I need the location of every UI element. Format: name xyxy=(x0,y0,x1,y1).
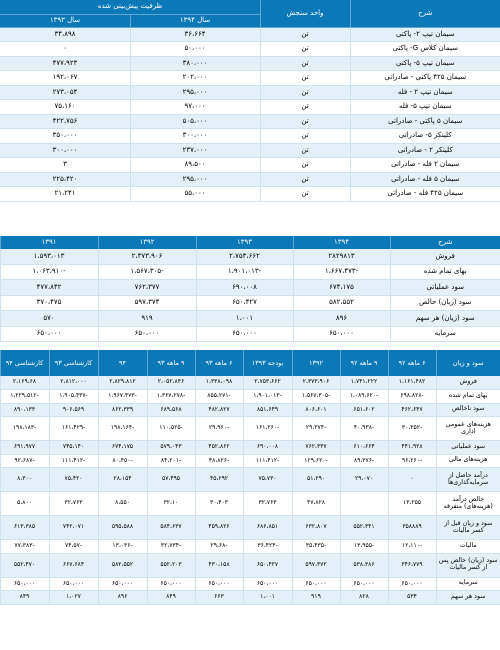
profit-loss-row xyxy=(0,390,500,404)
financial-summary-value: ۹۱۹ xyxy=(98,311,196,327)
profit-loss-value: ۱،۱۶۱،۴۸۲ xyxy=(388,376,436,390)
financial-summary-header: ۱۳۹۱ xyxy=(0,236,98,249)
profit-loss-value: ۶۵۰،۰۰۰ xyxy=(98,577,147,591)
profit-loss-value: ۶۵۰،۰۰۰ xyxy=(292,577,340,591)
capacity-1393: ۴۷۷،۹۲۴ xyxy=(0,56,130,71)
profit-loss-header: ۱۳۹۲ xyxy=(292,350,340,376)
profit-loss-value: -۴۸،۸۲۶ xyxy=(195,454,243,468)
profit-loss-value: ۷۵،۴۲۰ xyxy=(49,468,98,492)
profit-loss-value: ۱،۰۲۷ xyxy=(49,591,98,605)
profit-loss-value: -۱،۹۰۱،۰۱۳ xyxy=(243,390,292,404)
financial-summary-header: شرح xyxy=(390,236,500,249)
capacity-unit: تن xyxy=(260,187,350,202)
capacity-1394: ۲۹۵،۰۰۰ xyxy=(130,172,260,187)
profit-loss-value: ۴۸۲،۸۲۷ xyxy=(195,403,243,417)
profit-loss-value: -۶۹۸،۸۲۸ xyxy=(388,390,436,404)
financial-summary-value: -۱،۶۶۷،۴۷۳ xyxy=(293,264,390,280)
capacity-description: سیمان تیپ ۲ - فله xyxy=(350,85,500,100)
financial-summary-value: ۳۷۰،۴۷۵ xyxy=(0,295,98,311)
financial-summary-grid xyxy=(0,236,500,342)
profit-loss-value: ۰ xyxy=(388,468,436,492)
profit-loss-row xyxy=(0,376,500,390)
profit-loss-row xyxy=(0,468,500,492)
financial-summary-value: ۲،۳۷۳،۹۰۶ xyxy=(98,249,196,264)
profit-loss-row xyxy=(0,492,500,516)
profit-loss-value: ۵،۸۰۰ xyxy=(0,492,49,516)
profit-loss-header: سود و زیان xyxy=(436,350,500,376)
capacity-1394: ۵۰۵،۰۰۰ xyxy=(130,114,260,129)
profit-loss-value: ۶۸۹،۵۶۸ xyxy=(147,403,195,417)
profit-loss-row xyxy=(0,441,500,455)
profit-loss-value: ۸۲۸ xyxy=(340,591,388,605)
capacity-description: سیمان ۲ فله - صادراتی xyxy=(350,158,500,173)
capacity-description: کلینکر ۲ - صادراتی xyxy=(350,143,500,158)
profit-loss-value: ۵۱،۲۹۰ xyxy=(292,468,340,492)
profit-loss-value: ۵۵۲،۴۷۰ xyxy=(0,553,49,577)
capacity-row xyxy=(0,27,500,42)
profit-loss-row xyxy=(0,591,500,605)
capacity-description: سیمان تیپ ۵- پاکتی xyxy=(350,56,500,71)
profit-loss-value: -۲۹،۹۶۰ xyxy=(195,417,243,441)
financial-summary-row xyxy=(0,311,500,327)
profit-loss-value: -۹۲،۶۸۷ xyxy=(0,454,49,468)
capacity-unit: تن xyxy=(260,71,350,86)
financial-summary-label: سود (زیان) خالص xyxy=(390,295,500,311)
capacity-description: سیمان تیپ ۵- فله xyxy=(350,100,500,115)
capacity-table-body xyxy=(0,27,500,201)
profit-loss-value: -۳۶،۴۲۴ xyxy=(243,540,292,554)
profit-loss-value: -۳۵،۴۳۵ xyxy=(292,540,340,554)
profit-loss-value: -۱۹۸،۱۸۳ xyxy=(0,417,49,441)
capacity-row xyxy=(0,71,500,86)
profit-loss-value: -۱۳،۰۳۶ xyxy=(98,540,147,554)
profit-loss-value: -۳۰،۳۵۲ xyxy=(388,417,436,441)
capacity-row xyxy=(0,42,500,57)
header-year-1393: سال ۱۳۹۳ xyxy=(0,14,130,27)
capacity-unit: تن xyxy=(260,100,350,115)
profit-loss-value: -۱،۲۲۹،۵۱۲ xyxy=(0,390,49,404)
capacity-description: سیمان ۵ پاکتی - صادراتی xyxy=(350,114,500,129)
profit-loss-value: ۸۹۰،۱۳۳ xyxy=(0,403,49,417)
financial-summary-value: ۶۵۰،۰۰۰ xyxy=(0,326,98,342)
profit-loss-value: ۲،۱۶۹،۶۸ xyxy=(0,376,49,390)
profit-loss-value: ۴۴۱،۹۲۸ xyxy=(388,441,436,455)
profit-loss-row xyxy=(0,516,500,540)
profit-loss-value: ۶۵۰،۰۰۰ xyxy=(243,577,292,591)
profit-loss-value: ۹۱۹ xyxy=(292,591,340,605)
capacity-1393: ۳۵۰،۰۰۰ xyxy=(0,129,130,144)
profit-loss-value: -۱۶۱،۲۶۰ xyxy=(243,417,292,441)
capacity-unit: تن xyxy=(260,27,350,42)
profit-loss-value: ۴۷،۸۲۸ xyxy=(292,492,340,516)
profit-loss-value: -۱،۵۶۷،۳۰۵ xyxy=(292,390,340,404)
capacity-1394: ۲۰۲،۰۰۰ xyxy=(130,71,260,86)
profit-loss-row xyxy=(0,553,500,577)
capacity-description: سیمان ۴۲۵ فله - صادراتی xyxy=(350,187,500,202)
profit-loss-value: -۱۱۰،۵۲۵ xyxy=(147,417,195,441)
profit-loss-value: -۷۴،۵۷ xyxy=(49,540,98,554)
capacity-1394: ۹۷،۰۰۰ xyxy=(130,100,260,115)
capacity-description: کلینکر ۵- صادراتی xyxy=(350,129,500,144)
profit-loss-value: -۱،۹۶۷،۴۷۳ xyxy=(98,390,147,404)
profit-loss-header: ۶ ماهه ۹۲ xyxy=(388,350,436,376)
profit-loss-label: سود و زیان قبل از کسر مالیات xyxy=(436,516,500,540)
financial-summary-value: ۶۹۰،۰۰۸ xyxy=(196,280,293,296)
capacity-row xyxy=(0,172,500,187)
profit-loss-value: ۴۶۲،۶۴۷ xyxy=(388,403,436,417)
capacity-1393: ۳۰۰،۰۰۰ xyxy=(0,143,130,158)
profit-loss-value: ۳۲،۷۶۳ xyxy=(243,492,292,516)
profit-loss-value: ۶۵۰،۰۰۰ xyxy=(340,577,388,591)
profit-loss-value: ۷۴۵،۱۴۰ xyxy=(49,441,98,455)
capacity-table xyxy=(0,0,500,228)
financial-summary-value: ۱،۵۹۳،۰۱۳ xyxy=(0,249,98,264)
profit-loss-header: ۶ ماهه ۹۳ xyxy=(195,350,243,376)
profit-loss-value: ۸۴۹ xyxy=(0,591,49,605)
profit-loss-value: ۶۵۰،۴۲۷ xyxy=(243,553,292,577)
profit-loss-value: -۱۹۸،۱۶۴ xyxy=(98,417,147,441)
profit-loss-value: ۶۶۷،۶۸۴ xyxy=(49,553,98,577)
financial-summary-value: ۱،۰۰۱ xyxy=(196,311,293,327)
profit-loss-value: ۵۸۲،۵۵۲ xyxy=(98,553,147,577)
profit-loss-value: ۷۴۲،۰۷۱ xyxy=(49,516,98,540)
profit-loss-row xyxy=(0,454,500,468)
financial-summary-value: ۲،۷۵۳،۶۶۲ xyxy=(196,249,293,264)
profit-loss-value: -۱۶۱،۴۲۹ xyxy=(49,417,98,441)
financial-summary-body xyxy=(0,249,500,342)
capacity-1393: ۳ xyxy=(0,158,130,173)
profit-loss-value: -۳۲،۷۳۴ xyxy=(147,540,195,554)
capacity-1394: ۵۵،۰۰۰ xyxy=(130,187,260,202)
profit-loss-value: ۶۵۰،۰۰۰ xyxy=(0,577,49,591)
capacity-row xyxy=(0,100,500,115)
financial-summary-label: سرمایه xyxy=(390,326,500,342)
profit-loss-header: ۹ ماهه ۹۳ xyxy=(147,350,195,376)
financial-summary-header: ۱۳۹۴ xyxy=(293,236,390,249)
profit-loss-value: ۶۱۰،۶۶۴ xyxy=(340,441,388,455)
capacity-row xyxy=(0,114,500,129)
capacity-1393: ۱۹۲،۰۶۷ xyxy=(0,71,130,86)
profit-loss-value: ۸۵۱،۶۴۹ xyxy=(243,403,292,417)
profit-loss-value: ۵۹۷،۳۷۲ xyxy=(292,553,340,577)
capacity-1394: ۳۶،۶۶۴ xyxy=(130,27,260,42)
profit-loss-value: ۲،۸۲۹،۸۱۲ xyxy=(98,376,147,390)
profit-loss-label: بهای تمام شده xyxy=(436,390,500,404)
capacity-1394: ۳۸۰،۰۰۰ xyxy=(130,56,260,71)
profit-loss-value: ۴۵،۲۹۲ xyxy=(195,468,243,492)
financial-summary-label: بهای تمام شده xyxy=(390,264,500,280)
capacity-1394: ۳۰۰،۰۰۰ xyxy=(130,129,260,144)
header-unit: واحد سنجش xyxy=(260,0,350,27)
profit-loss-value: ۳۴۶،۷۷۹ xyxy=(388,553,436,577)
profit-loss-label: فروش xyxy=(436,376,500,390)
profit-loss-value: ۸۶۲،۳۳۹ xyxy=(98,403,147,417)
profit-loss-value: ۸۹۶ xyxy=(98,591,147,605)
profit-loss-value: -۱۱۱،۴۱۲ xyxy=(49,454,98,468)
profit-loss-label: هزینه‌های عمومی اداری xyxy=(436,417,500,441)
capacity-1393: ۷۵،۱۶۰ xyxy=(0,100,130,115)
profit-loss-value: ۸۴۹ xyxy=(147,591,195,605)
profit-loss-value: ۵۷،۴۹۵ xyxy=(147,468,195,492)
profit-loss-value: ۶۵۰،۰۰۰ xyxy=(49,577,98,591)
capacity-description: سیمان تیپ ۲- پاکتی xyxy=(350,27,500,42)
profit-loss-value: ۳۲،۱۰ xyxy=(147,492,195,516)
profit-loss-value: ۸۰۶،۶۰۱ xyxy=(292,403,340,417)
profit-loss-value: ۶۵۰،۰۰۰ xyxy=(195,577,243,591)
profit-loss-value: ۷۵،۷۳۰ xyxy=(243,468,292,492)
profit-loss-label: سود هر سهم xyxy=(436,591,500,605)
financial-summary-value: ۸۹۶ xyxy=(293,311,390,327)
capacity-description: سیمان ۵ فله - صادراتی xyxy=(350,172,500,187)
profit-loss-value: ۱،۳۳۸،۰۹۸ xyxy=(195,376,243,390)
profit-loss-value: ۶۳۲،۸۰۷ xyxy=(292,516,340,540)
financial-summary-label: فروش xyxy=(390,249,500,264)
financial-summary-value: -۱،۹۰۱،۰۱۳ xyxy=(196,264,293,280)
financial-summary-value: ۶۵۰،۴۲۷ xyxy=(196,295,293,311)
financial-summary-label: سود (زیان) هر سهم xyxy=(390,311,500,327)
profit-loss-value: ۴۵۹،۸۲۶ xyxy=(195,516,243,540)
financial-summary-label: سود عملیاتی xyxy=(390,280,500,296)
profit-loss-value: -۸۴،۲۰۱ xyxy=(147,454,195,468)
financial-summary-value: ۲۸۲۹۸۱۳ xyxy=(293,249,390,264)
profit-loss-value: -۱۲،۱۱۰ xyxy=(388,540,436,554)
profit-loss-row xyxy=(0,417,500,441)
financial-summary-row xyxy=(0,280,500,296)
profit-loss-value: ۵۸۴،۶۳۷ xyxy=(147,516,195,540)
profit-loss-value xyxy=(340,492,388,516)
financial-summary-value: -۱،۵۶۷،۳۰۵ xyxy=(98,264,196,280)
capacity-1394: ۸۹،۵۰۰ xyxy=(130,158,260,173)
profit-loss-value: -۸۰،۴۵۰ xyxy=(98,454,147,468)
financial-summary-value: ۵۸۲،۵۵۲ xyxy=(293,295,390,311)
capacity-1393: ۰ xyxy=(0,42,130,57)
capacity-row xyxy=(0,56,500,71)
capacity-1393: ۲۷۳،۰۵۴ xyxy=(0,85,130,100)
profit-loss-value: -۱۱۱،۴۱۲ xyxy=(243,454,292,468)
capacity-row xyxy=(0,158,500,173)
profit-loss-value: ۶۱۳،۳۸۵ xyxy=(0,516,49,540)
profit-loss-value: ۸،۵۵۰ xyxy=(98,492,147,516)
profit-loss-header: کارشناسی ۹۴ xyxy=(0,350,49,376)
profit-loss-value: ۲،۰۵۲،۸۴۶ xyxy=(147,376,195,390)
profit-loss-value: -۲۹،۳۷۴ xyxy=(292,417,340,441)
profit-loss-header: ۹۴ xyxy=(98,350,147,376)
profit-loss-value: -۸۹،۳۷۶ xyxy=(340,454,388,468)
profit-loss-value: ۶۹۰،۰۰۸ xyxy=(243,441,292,455)
profit-loss-label: درآمد حاصل از سرمایه‌گذاری‌ها xyxy=(436,468,500,492)
header-year-1394: سال ۱۳۹۴ xyxy=(130,14,260,27)
profit-loss-value: ۲،۳۷۳،۹۰۶ xyxy=(292,376,340,390)
profit-loss-label: خالص درآمد (هزینه‌های) متفرقه xyxy=(436,492,500,516)
profit-loss-value: ۶۵۱،۶۰۲ xyxy=(340,403,388,417)
profit-loss-grid xyxy=(0,350,500,605)
profit-loss-value: ۶۷۴،۱۷۵ xyxy=(98,441,147,455)
profit-loss-value: ۳۵۸۸۸۹ xyxy=(388,516,436,540)
profit-loss-table xyxy=(0,350,500,650)
profit-loss-header: کارشناسی ۹۳ xyxy=(49,350,98,376)
profit-loss-value: -۱،۰۸۹،۶۲۰ xyxy=(340,390,388,404)
capacity-row xyxy=(0,129,500,144)
profit-loss-value: ۴۵۲،۸۶۲ xyxy=(195,441,243,455)
profit-loss-value: -۴۰،۹۳۸ xyxy=(340,417,388,441)
financial-summary-value: -۱،۰۶۳،۹۱۰ xyxy=(0,264,98,280)
financial-summary-value: ۶۵۰،۰۰۰ xyxy=(293,326,390,342)
profit-loss-row xyxy=(0,577,500,591)
financial-summary-value: ۵۹۷،۳۷۴ xyxy=(98,295,196,311)
profit-loss-header: ۹ ماهه ۹۲ xyxy=(340,350,388,376)
profit-loss-value: ۶۸۶،۸۵۱ xyxy=(243,516,292,540)
capacity-unit: تن xyxy=(260,143,350,158)
profit-loss-value: ۹۰۶،۵۶۹ xyxy=(49,403,98,417)
profit-loss-value: ۶۹۱،۹۷۷ xyxy=(0,441,49,455)
financial-summary-header: ۱۳۹۳ xyxy=(196,236,293,249)
profit-loss-header: بودجه ۱۳۹۳ xyxy=(243,350,292,376)
header-capacity: ظرفیت پیش‌بینی شده xyxy=(0,0,260,14)
profit-loss-value: ۸،۳۰۰ xyxy=(0,468,49,492)
financial-summary-header: ۱۳۹۲ xyxy=(98,236,196,249)
profit-loss-label: سود ناخالص xyxy=(436,403,500,417)
profit-loss-label: مالیات xyxy=(436,540,500,554)
capacity-unit: تن xyxy=(260,129,350,144)
profit-loss-header-row xyxy=(0,350,500,376)
financial-summary-row xyxy=(0,295,500,311)
profit-loss-value: ۲،۷۵۳،۶۶۲ xyxy=(243,376,292,390)
header-description: شرح xyxy=(350,0,500,27)
capacity-row xyxy=(0,143,500,158)
profit-loss-label: سود عملیاتی xyxy=(436,441,500,455)
profit-loss-value: ۲۹،۰۷۰ xyxy=(340,468,388,492)
profit-loss-value: ۱،۷۴۱،۲۲۲ xyxy=(340,376,388,390)
capacity-description: سیمان ۴۲۵ پاکتی - صادراتی xyxy=(350,71,500,86)
financial-summary-value: ۶۷۴،۱۷۵ xyxy=(293,280,390,296)
profit-loss-value: ۲،۸۱۲،۰۰۰ xyxy=(49,376,98,390)
profit-loss-value: -۷۷،۳۸۳ xyxy=(0,540,49,554)
capacity-1394: ۲۳۷،۰۰۰ xyxy=(130,143,260,158)
financial-summary-value: ۶۵۰،۰۰۰ xyxy=(196,326,293,342)
profit-loss-value: ۱۳،۲۵۵ xyxy=(388,492,436,516)
profit-loss-value: ۶۶۳ xyxy=(195,591,243,605)
capacity-description: سیمان کلاس G- پاکتی xyxy=(350,42,500,57)
capacity-1394: ۲۹۵،۰۰۰ xyxy=(130,85,260,100)
profit-loss-row xyxy=(0,540,500,554)
capacity-unit: تن xyxy=(260,158,350,173)
profit-loss-value: -۲۹،۶۸ xyxy=(195,540,243,554)
capacity-unit: تن xyxy=(260,42,350,57)
profit-loss-row xyxy=(0,403,500,417)
profit-loss-value: ۶۵۰،۰۰۰ xyxy=(388,577,436,591)
capacity-1393: ۲۱،۲۴۱ xyxy=(0,187,130,202)
capacity-table-grid xyxy=(0,0,500,202)
profit-loss-value: ۵۷۹،۰۴۳ xyxy=(147,441,195,455)
financial-summary-value: ۴۷۷،۸۴۲ xyxy=(0,280,98,296)
profit-loss-value: -۱۲۹،۶۲۰ xyxy=(292,454,340,468)
capacity-1393: ۴۲۲،۷۵۶ xyxy=(0,114,130,129)
capacity-1393: ۲۲۵،۴۲۰ xyxy=(0,172,130,187)
profit-loss-value: ۵۵۲،۲۰۳ xyxy=(147,553,195,577)
financial-summary-header-row xyxy=(0,236,500,249)
financial-summary-row xyxy=(0,249,500,264)
profit-loss-body xyxy=(0,376,500,604)
profit-loss-value: -۹۶،۲۶۰ xyxy=(388,454,436,468)
profit-loss-value: ۳۰،۴۰۳ xyxy=(195,492,243,516)
financial-summary-table xyxy=(0,236,500,339)
capacity-unit: تن xyxy=(260,85,350,100)
profit-loss-label: سرمایه xyxy=(436,577,500,591)
profit-loss-value: ۴۳۰،۱۵۸ xyxy=(195,553,243,577)
capacity-1394: ۵۰،۰۰۰ xyxy=(130,42,260,57)
profit-loss-value: ۵۵۲،۳۴۱ xyxy=(340,516,388,540)
capacity-row xyxy=(0,85,500,100)
capacity-unit: تن xyxy=(260,56,350,71)
profit-loss-value: -۸۵۵،۲۷۱ xyxy=(195,390,243,404)
profit-loss-value: ۷۶۲،۳۳۷ xyxy=(292,441,340,455)
financial-summary-value: ۶۵۰،۰۰۰ xyxy=(98,326,196,342)
profit-loss-value: ۳۲،۷۶۳ xyxy=(49,492,98,516)
financial-summary-row xyxy=(0,326,500,342)
profit-loss-value: ۱،۰۰۱ xyxy=(243,591,292,605)
capacity-unit: تن xyxy=(260,114,350,129)
capacity-unit: تن xyxy=(260,172,350,187)
capacity-row xyxy=(0,187,500,202)
profit-loss-label: هزینه‌های مالی xyxy=(436,454,500,468)
profit-loss-value: ۵۹۵،۵۸۸ xyxy=(98,516,147,540)
financial-summary-row xyxy=(0,264,500,280)
profit-loss-value: ۵۳۸،۳۸۶ xyxy=(340,553,388,577)
profit-loss-value: ۵۳۴ xyxy=(388,591,436,605)
financial-summary-value: ۵۷۰ xyxy=(0,311,98,327)
financial-summary-value: ۷۶۲،۳۷۷ xyxy=(98,280,196,296)
profit-loss-label: سود (زیان) خالص پس از کسر مالیات xyxy=(436,553,500,577)
capacity-1393: ۳۴،۸۹۸ xyxy=(0,27,130,42)
profit-loss-value: -۱۳،۹۵۵ xyxy=(340,540,388,554)
profit-loss-value: ۶۵۰،۰۰۰ xyxy=(147,577,195,591)
profit-loss-value: -۱،۳۶۷،۲۷۸ xyxy=(147,390,195,404)
profit-loss-value: -۱،۹۰۵،۴۳۷ xyxy=(49,390,98,404)
profit-loss-value: ۲۸،۱۵۴ xyxy=(98,468,147,492)
